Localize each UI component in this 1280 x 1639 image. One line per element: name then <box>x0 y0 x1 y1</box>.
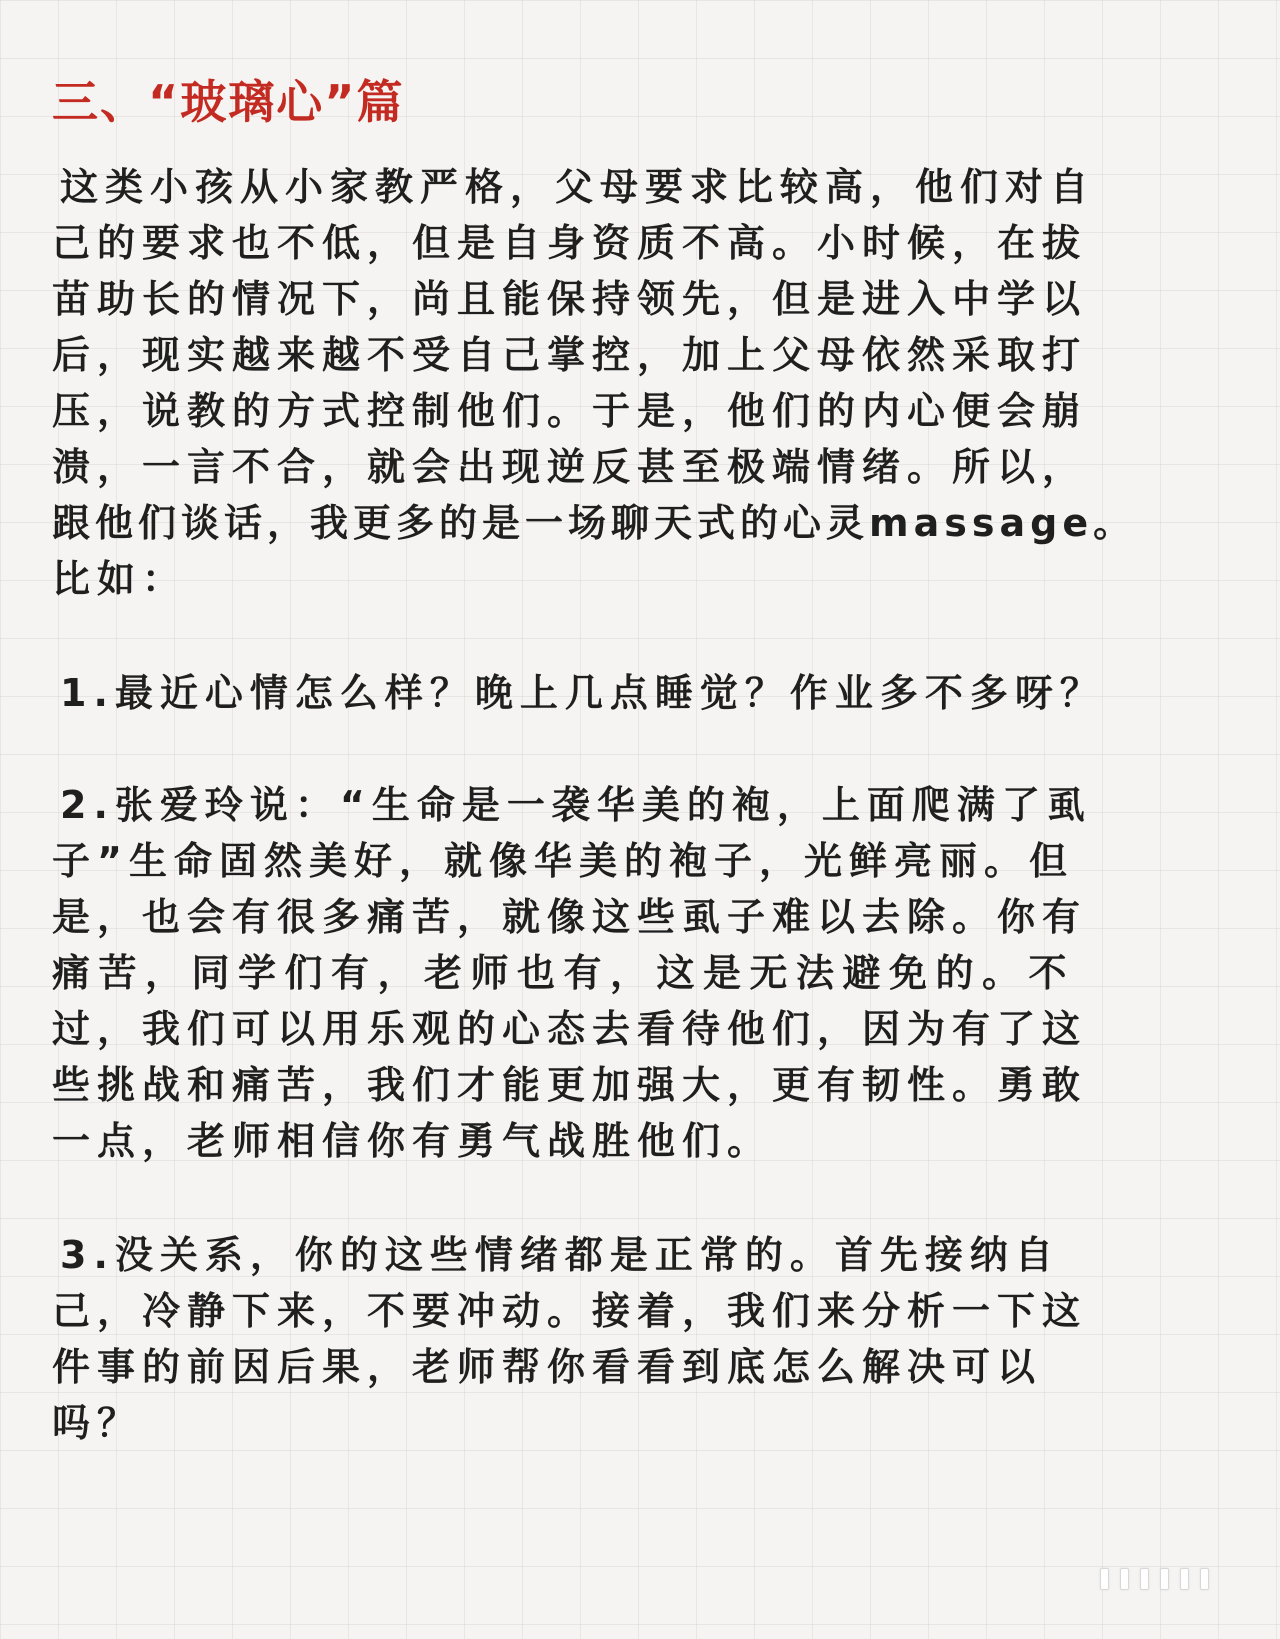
list-item-2-line: 子”生命固然美好，就像华美的袍子，光鲜亮丽。但 <box>52 839 1074 883</box>
intro-line: 压，说教的方式控制他们。于是，他们的内心便会崩 <box>52 389 1088 433</box>
intro-line: 后，现实越来越不受自己掌控，加上父母依然采取打 <box>52 333 1088 377</box>
list-item-3-line: 3.没关系，你的这些情绪都是正常的。首先接纳自 <box>60 1233 1060 1277</box>
list-item-1: 1.最近心情怎么样？晚上几点睡觉？作业多不多呀？ <box>60 671 1105 715</box>
list-item-2-line: 一点，老师相信你有勇气战胜他们。 <box>52 1119 773 1163</box>
list-item-3-line: 件事的前因后果，老师帮你看看到底怎么解决可以 <box>52 1345 1043 1389</box>
intro-line: 溃，一言不合，就会出现逆反甚至极端情绪。所以， <box>52 445 1088 489</box>
intro-line: 这类小孩从小家教严格，父母要求比较高，他们对自 <box>60 165 1096 209</box>
list-item-3-line: 吗？ <box>52 1401 143 1445</box>
list-item-2-line: 2.张爱玲说：“生命是一袭华美的袍，上面爬满了虱 <box>60 783 1092 827</box>
intro-line: 跟他们谈话，我更多的是一场聊天式的心灵massage。 <box>52 501 1137 545</box>
watermark-bars-icon <box>1100 1568 1209 1590</box>
intro-line: 苗助长的情况下，尚且能保持领先，但是进入中学以 <box>52 277 1088 321</box>
intro-line: 比如： <box>52 557 188 601</box>
list-item-3-line: 己，冷静下来，不要冲动。接着，我们来分析一下这 <box>52 1289 1088 1333</box>
section-heading: 三、“玻璃心”篇 <box>52 75 405 129</box>
list-item-2-line: 过，我们可以用乐观的心态去看待他们，因为有了这 <box>52 1007 1088 1051</box>
list-item-2-line: 是，也会有很多痛苦，就像这些虱子难以去除。你有 <box>52 895 1088 939</box>
intro-line: 己的要求也不低，但是自身资质不高。小时候，在拔 <box>52 221 1088 265</box>
list-item-2-line: 些挑战和痛苦，我们才能更加强大，更有韧性。勇敢 <box>52 1063 1088 1107</box>
list-item-2-line: 痛苦，同学们有，老师也有，这是无法避免的。不 <box>52 951 1076 995</box>
